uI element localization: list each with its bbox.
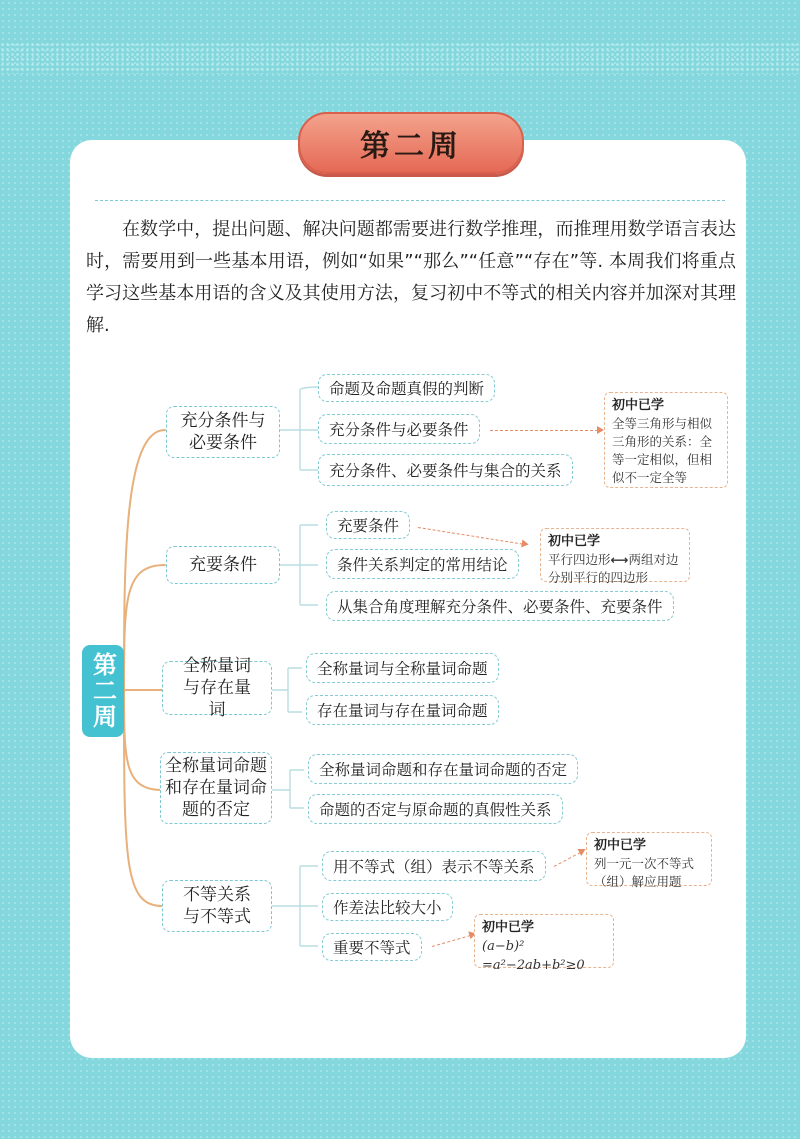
arrow-to-note1 bbox=[490, 430, 598, 431]
intro-text: 在数学中，提出问题、解决问题都需要进行数学推理，而推理用数学语言表达时，需要用到一些基本用语，例如“如果”“那么”“任意”“存在”等. 本周我们将重点学习这些基本用语的含义及其使用方法，复习初中不等式的相关内容并加深对其理解. bbox=[86, 219, 736, 336]
topic3-label: 全称量词与存在量词 bbox=[183, 656, 251, 720]
topic-sufficient-necessary bbox=[166, 406, 280, 458]
week-tab: 第二周 bbox=[82, 645, 124, 737]
topic-quantifiers bbox=[162, 656, 272, 720]
leaf-common-conclusions: 条件关系判定的常用结论 bbox=[326, 549, 519, 579]
topic2-label: 充要条件 bbox=[189, 555, 257, 575]
topic4-label: 全称量词命题和存在量词命题的否定 bbox=[165, 756, 267, 820]
note-junior-high-2 bbox=[540, 528, 690, 585]
leaf-negation-quantified: 全称量词命题和存在量词命题的否定 bbox=[308, 754, 578, 784]
leaf-negation-truth: 命题的否定与原命题的真假性关系 bbox=[308, 794, 563, 824]
note2-left: 平行四边形 bbox=[548, 552, 611, 567]
note3-text: 列一元一次不等式（组）解应用题 bbox=[594, 856, 695, 889]
leaf-universal-quantifier: 全称量词与全称量词命题 bbox=[306, 653, 499, 683]
double-arrow-icon: ⟷ bbox=[610, 552, 629, 567]
note-junior-high-3 bbox=[586, 832, 712, 889]
leaf-sufficient-necessary: 充分条件与必要条件 bbox=[318, 414, 480, 444]
note1-text: 全等三角形与相似三角形的关系：全等一定相似，但相似不一定全等 bbox=[612, 416, 713, 485]
page-title: 第二周 bbox=[298, 112, 524, 174]
intro-paragraph bbox=[86, 214, 736, 342]
topic-inequality bbox=[162, 880, 272, 932]
divider bbox=[95, 200, 725, 201]
leaf-express-inequality: 用不等式（组）表示不等关系 bbox=[322, 851, 546, 881]
leaf-proposition-truth: 命题及命题真假的判断 bbox=[318, 374, 495, 402]
note-junior-high-1 bbox=[604, 392, 728, 488]
leaf-existential-quantifier: 存在量词与存在量词命题 bbox=[306, 695, 499, 725]
topic-iff bbox=[166, 546, 280, 584]
note4-formula: (a−b)² =a²−2ab+b²≥0 bbox=[482, 939, 585, 973]
topic-negation bbox=[160, 752, 272, 824]
topic1-label: 充分条件与必要条件 bbox=[180, 411, 266, 453]
topic5-label: 不等关系与不等式 bbox=[183, 885, 251, 927]
note4-title: 初中已学 bbox=[482, 920, 535, 935]
decorative-top-strip bbox=[0, 42, 800, 74]
leaf-difference-comparison: 作差法比较大小 bbox=[322, 893, 453, 921]
note2-title: 初中已学 bbox=[548, 534, 601, 549]
note2-right: 两组对边分别平行的四边形 bbox=[548, 552, 679, 585]
leaf-iff: 充要条件 bbox=[326, 511, 410, 539]
note3-title: 初中已学 bbox=[594, 838, 647, 853]
note-junior-high-4 bbox=[474, 914, 614, 973]
leaf-set-perspective: 从集合角度理解充分条件、必要条件、充要条件 bbox=[326, 591, 674, 621]
leaf-important-inequality: 重要不等式 bbox=[322, 933, 422, 961]
leaf-condition-set-relation: 充分条件、必要条件与集合的关系 bbox=[318, 454, 573, 486]
note1-title: 初中已学 bbox=[612, 398, 665, 413]
